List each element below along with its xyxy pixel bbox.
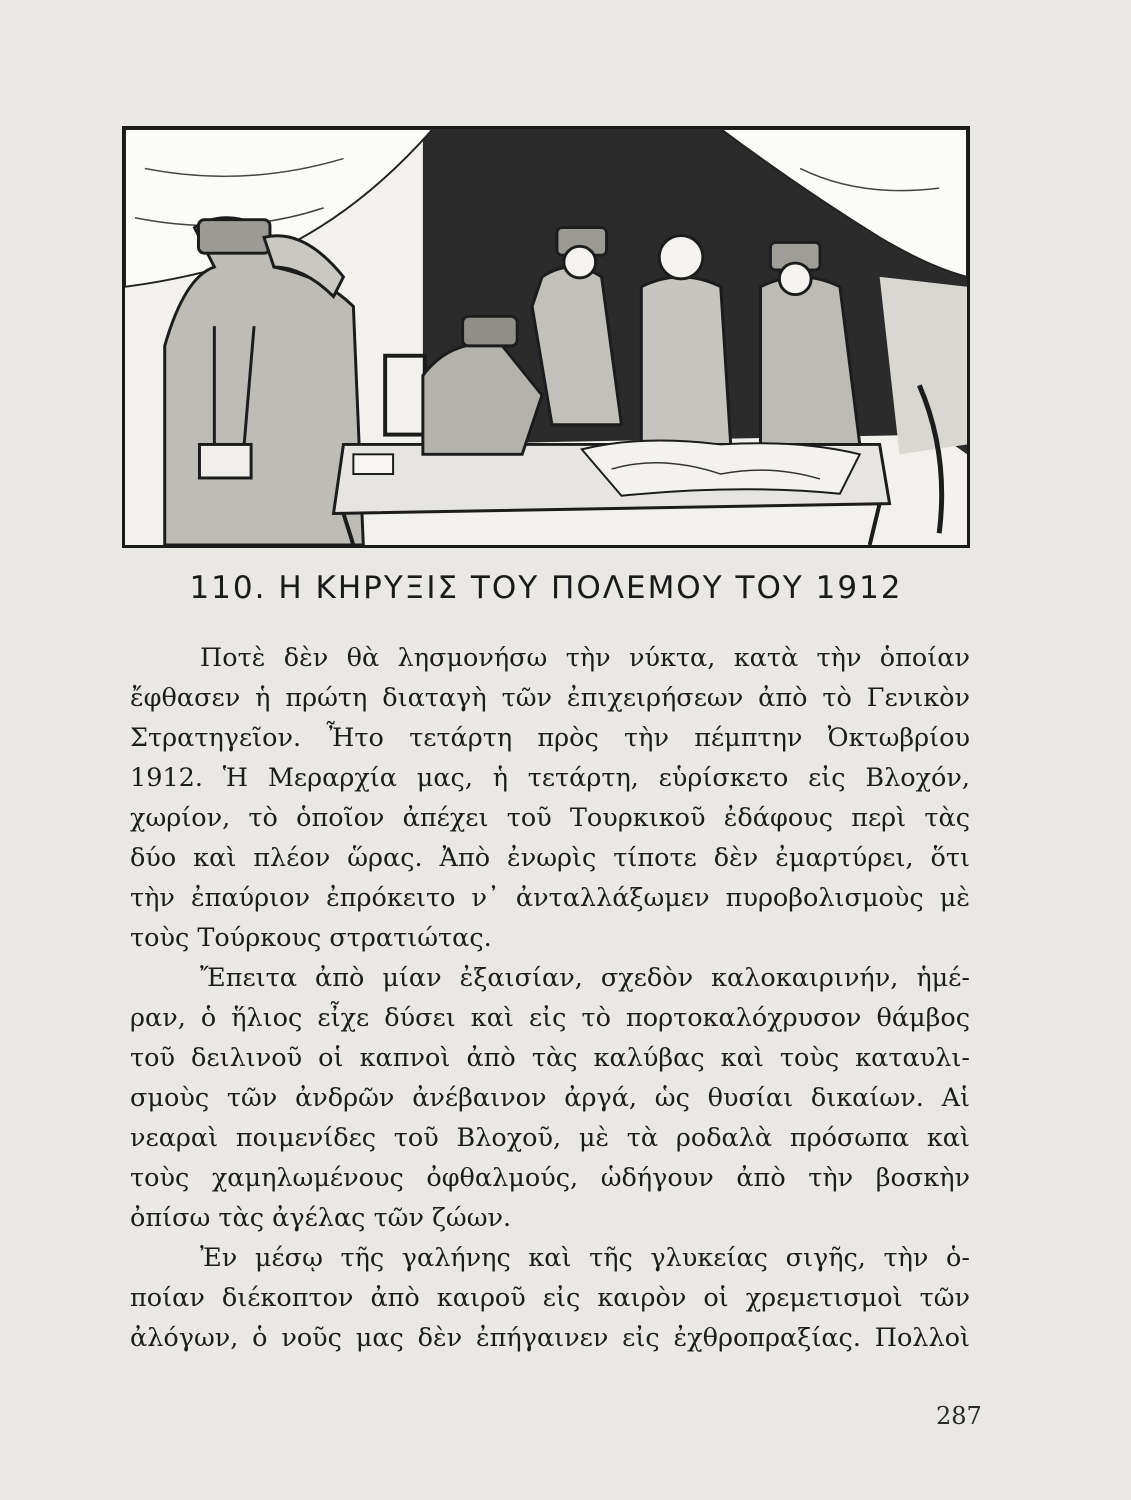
- text-line: χωρίον, τὸ ὁποῖον ἀπέχει τοῦ Τουρκικοῦ ἐδάφους περὶ τὰς: [130, 803, 970, 833]
- text-line: τοὺς χαμηλωμένους ὀφθαλμούς, ὡδήγουν ἀπὸ τὴν βοσκὴν: [130, 1163, 970, 1193]
- page-number: 287: [936, 1402, 982, 1430]
- text-line: 1912. Ἡ Μεραρχία μας, ἡ τετάρτη, εὑρίσκετο εἰς Βλοχόν,: [130, 763, 970, 793]
- text-line: ὀπίσω τὰς ἀγέλας τῶν ζώων.: [130, 1203, 512, 1233]
- text-line: τοῦ δειλινοῦ οἱ καπνοὶ ἀπὸ τὰς καλύβας καὶ τοὺς καταυλι-: [130, 1043, 970, 1073]
- illustration-officers-in-tent: [122, 126, 970, 548]
- text-line: δύο καὶ πλέον ὥρας. Ἀπὸ ἐνωρὶς τίποτε δὲν ἐμαρτύρει, ὅτι: [130, 843, 970, 873]
- text-line: Στρατηγεῖον. Ἦτο τετάρτη πρὸς τὴν πέμπτην Ὀκτωβρίου: [130, 723, 970, 753]
- text-line: σμοὺς τῶν ἀνδρῶν ἀνέβαινον ἀργά, ὡς θυσίαι δικαίων. Αἱ: [130, 1083, 970, 1113]
- text-line: Ποτὲ δὲν θὰ λησμονήσω τὴν νύκτα, κατὰ τὴν ὁποίαν: [200, 643, 970, 673]
- chapter-title: 110. Η ΚΗΡΥΞΙΣ ΤΟΥ ΠΟΛΕΜΟΥ ΤΟΥ 1912: [189, 570, 903, 606]
- body-text: [130, 638, 970, 1358]
- text-line: νεαραὶ ποιμενίδες τοῦ Βλοχοῦ, μὲ τὰ ροδαλὰ πρόσωπα καὶ: [130, 1123, 970, 1153]
- text-line: Ἔπειτα ἀπὸ μίαν ἐξαισίαν, σχεδὸν καλοκαιρινήν, ἡμέ-: [200, 963, 970, 993]
- text-line: Ἐν μέσῳ τῆς γαλήνης καὶ τῆς γλυκείας σιγῆς, τὴν ὁ-: [200, 1243, 970, 1273]
- text-line: ἀλόγων, ὁ νοῦς μας δὲν ἐπήγαινεν εἰς ἐχθροπραξίας. Πολλοὶ: [130, 1323, 970, 1353]
- text-line: ἔφθασεν ἡ πρώτη διαταγὴ τῶν ἐπιχειρήσεων ἀπὸ τὸ Γενικὸν: [130, 683, 970, 713]
- text-line: ποίαν διέκοπτον ἀπὸ καιροῦ εἰς καιρὸν οἱ χρεμετισμοὶ τῶν: [130, 1283, 970, 1313]
- text-line: τὴν ἐπαύριον ἐπρόκειτο ν᾿ ἀνταλλάξωμεν πυροβολισμοὺς μὲ: [130, 883, 970, 913]
- text-line: ραν, ὁ ἥλιος εἶχε δύσει καὶ εἰς τὸ πορτοκαλόχρυσον θάμβος: [130, 1003, 970, 1033]
- text-line: τοὺς Τούρκους στρατιώτας.: [130, 923, 492, 953]
